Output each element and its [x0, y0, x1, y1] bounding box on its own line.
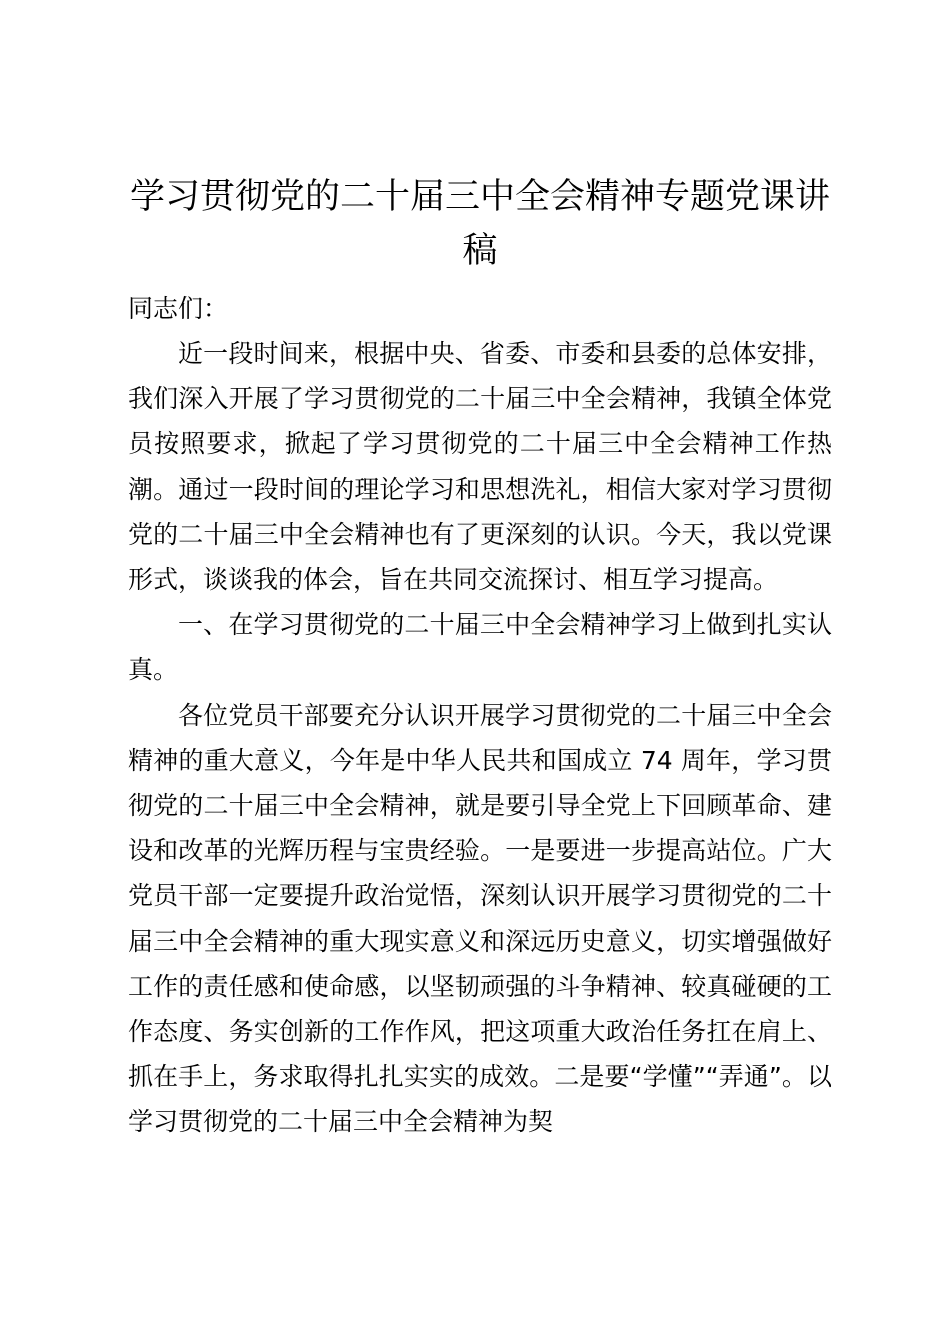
document-title: 学习贯彻党的二十届三中全会精神专题党课讲稿 — [129, 177, 830, 271]
section-heading-one: 一、在学习贯彻党的二十届三中全会精神学习上做到扎实认真。 — [128, 610, 832, 685]
paragraph-body: 各位党员干部要充分认识开展学习贯彻党的二十届三中全会精神的重大意义，今年是中华人民共和国成立 74 周年，学习贯彻党的二十届三中全会精神，就是要引导全党上下回顾革命、建设和改革的光辉历程与宝贵经验。一是要进一步提高站位。广大党员干部一定要提升政治觉悟，深刻认识开展学习贯彻党的二十届三中全会精神的重大现实意义和深远历史意义，切实增强做好工作的责任感和使命感，以坚韧顽强的斗争精神、较真碰硬的工作态度、务实创新的工作作风，把这项重大政治任务扛在肩上、抓在手上，务求取得扎扎实实的成效。二是要“学懂”“弄通”。以学习贯彻党的二十届三中全会精神为契 — [128, 700, 832, 1137]
greeting-line: 同志们： — [128, 294, 229, 323]
paragraph-intro: 近一段时间来，根据中央、省委、市委和县委的总体安排，我们深入开展了学习贯彻党的二十届三中全会精神，我镇全体党员按照要求，掀起了学习贯彻党的二十届三中全会精神工作热潮。通过一段时间的理论学习和思想洗礼，相信大家对学习贯彻党的二十届三中全会精神也有了更深刻的认识。今天，我以党课形式，谈谈我的体会，旨在共同交流探讨、相互学习提高。 — [128, 339, 832, 595]
document-page — [128, 170, 832, 1145]
